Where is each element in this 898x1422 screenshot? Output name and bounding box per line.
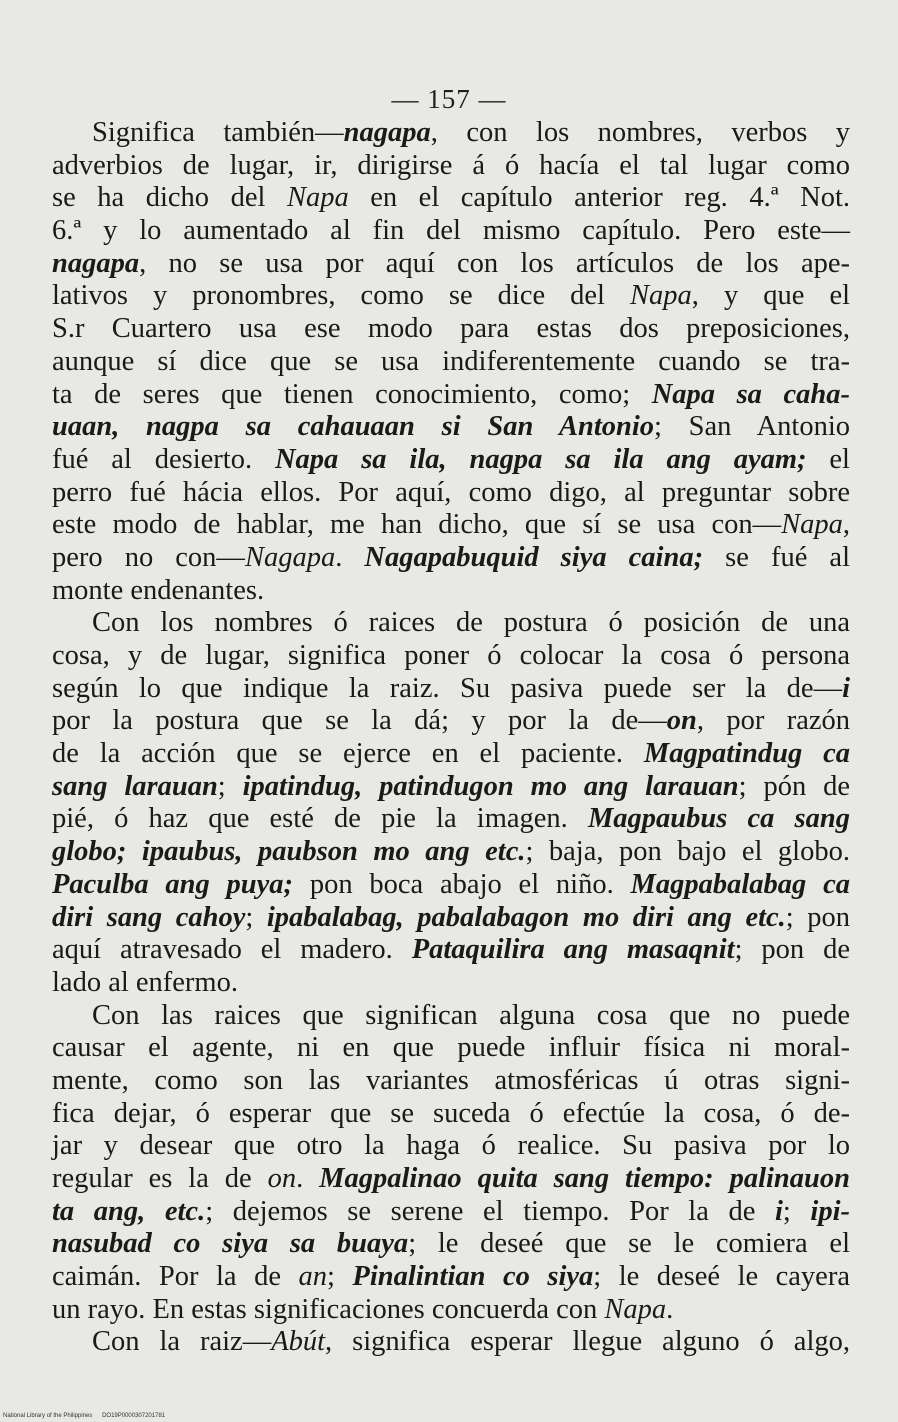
text-segment: , no se usa por aquí con los artículos de los ape- [139, 247, 850, 279]
text-line [52, 379, 850, 412]
text-segment: un rayo. En estas significaciones concuerda con [52, 1293, 605, 1325]
text-line [52, 1000, 850, 1033]
text-segment: jar y desear que otro la haga ó realice. Su pasiva por lo [52, 1130, 850, 1162]
text-line [52, 411, 850, 444]
text-segment: Con las raices que significan alguna cosa que no puede [92, 999, 850, 1031]
emphasized-text: Magpabalabag ca [630, 868, 850, 900]
text-segment: 6.ª y lo aumentado al fin del mismo capítulo. Pero este— [52, 215, 850, 247]
text-line [52, 444, 850, 477]
text-segment: adverbios de lugar, ir, dirigirse á ó hacía el tal lugar como [52, 149, 850, 181]
text-segment: . [296, 1163, 320, 1194]
text-line [52, 280, 850, 313]
text-segment: pero no con— [52, 541, 245, 573]
text-line [52, 182, 850, 215]
text-line [52, 215, 850, 248]
emphasized-text: i [774, 1195, 783, 1227]
text-line [52, 477, 850, 510]
emphasized-text: Paculba ang puya; [52, 868, 294, 900]
text-line [52, 934, 850, 967]
text-line [52, 117, 850, 150]
text-segment: cosa, y de lugar, significa poner ó colocar la cosa ó persona [52, 640, 850, 671]
text-segment: ; [782, 1195, 811, 1227]
text-segment: ; [326, 1261, 353, 1293]
text-line [52, 248, 850, 281]
emphasized-text: Napa [604, 1293, 667, 1325]
emphasized-text: ipabalabag, pabalabagon mo diri ang etc. [266, 901, 786, 933]
text-segment: ; dejemos se serene el tiempo. Por la de [205, 1195, 775, 1227]
text-line [52, 1228, 850, 1261]
text-line [52, 1261, 850, 1294]
text-segment: . [335, 541, 365, 573]
text-line [52, 1163, 850, 1196]
emphasized-text: Nagapabuquid siya caina; [364, 541, 704, 573]
text-segment: ; pon de [734, 934, 850, 966]
text-line [52, 1294, 850, 1327]
footer-institution: National Library of the Philippines [3, 1413, 93, 1419]
text-segment: , con los nombres, verbos y [430, 117, 850, 148]
text-line [52, 967, 850, 1000]
emphasized-text: globo; ipaubus, paubson mo ang etc. [52, 836, 526, 868]
text-segment: , significa esperar llegue alguno ó algo, [325, 1326, 850, 1358]
emphasized-text: Nagapa [244, 541, 336, 573]
text-line [52, 1032, 850, 1065]
text-line [52, 346, 850, 379]
text-line [52, 1196, 850, 1229]
text-segment: ; pón de [738, 770, 850, 802]
text-segment: , [842, 509, 850, 541]
text-line [52, 836, 850, 869]
text-segment: mente, como son las variantes atmosféricas ú otras signi- [52, 1064, 850, 1096]
emphasized-text: uaan, nagpa sa cahauaan si San Antonio [52, 411, 655, 443]
emphasized-text: Napa [781, 509, 843, 541]
emphasized-text: ipatindug, patindugon mo ang larauan [242, 770, 739, 802]
emphasized-text: ta ang, etc. [52, 1195, 206, 1227]
emphasized-text: nasubad co siya sa buaya [52, 1228, 409, 1260]
text-line [52, 150, 850, 183]
text-segment: según lo que indique la raiz. Su pasiva puede ser la de— [52, 672, 843, 704]
emphasized-text: sang larauan [52, 770, 218, 802]
text-segment: aquí atravesado el madero. [52, 934, 412, 966]
scan-footer [3, 1413, 165, 1419]
text-line [52, 738, 850, 771]
text-segment: lado al enfermo. [52, 966, 238, 998]
text-line [52, 607, 850, 640]
text-segment: por la postura que se la dá; y por la de— [52, 705, 667, 737]
text-line [52, 803, 850, 836]
text-line [52, 869, 850, 902]
emphasized-text: Abút [271, 1326, 326, 1358]
emphasized-text: Magpaubus ca sang [587, 803, 850, 835]
emphasized-text: nagapa [52, 247, 140, 279]
text-segment: monte endenantes. [52, 574, 265, 606]
text-segment: caimán. Por la de [52, 1261, 299, 1293]
text-segment: ; baja, pon bajo el globo. [525, 836, 850, 868]
text-line [52, 673, 850, 706]
text-segment: ; [245, 901, 267, 933]
footer-document-id: DO19P0000307201781 [102, 1413, 166, 1419]
emphasized-text: Pataquilira ang masaqnit [411, 934, 735, 966]
text-segment: ; pon [785, 901, 850, 933]
text-segment: el [806, 443, 850, 475]
text-segment: Con los nombres ó raices de postura ó posición de una [92, 607, 850, 639]
page-number: — 157 — [391, 84, 507, 114]
emphasized-text: nagapa [343, 117, 431, 148]
text-segment: fué al desierto. [52, 443, 275, 475]
emphasized-text: diri sang cahoy [52, 901, 246, 933]
emphasized-text: Napa sa ila, nagpa sa ila ang ayam; [274, 443, 807, 475]
text-line [52, 640, 850, 673]
text-segment: , y que el [691, 280, 850, 312]
emphasized-text: on [267, 1163, 297, 1194]
emphasized-text: Magpatindug ca [643, 738, 850, 770]
text-segment: de la acción que se ejerce en el paciente. [52, 738, 644, 770]
emphasized-text: i [842, 672, 850, 704]
emphasized-text: an [298, 1261, 327, 1293]
text-line [52, 509, 850, 542]
emphasized-text: on [666, 705, 697, 737]
text-segment: S.r Cuartero usa ese modo para estas dos preposiciones, [52, 313, 850, 345]
emphasized-text: ipi- [810, 1195, 850, 1227]
text-segment: ; le deseé le cayera [593, 1261, 850, 1293]
text-segment: aunque sí dice que se usa indiferentemente cuando se tra- [52, 345, 850, 377]
emphasized-text: Napa [286, 182, 349, 214]
text-line [52, 902, 850, 935]
text-segment: pon boca abajo el niño. [293, 868, 631, 900]
text-segment: regular es la de [52, 1163, 268, 1194]
text-segment: ta de seres que tienen conocimiento, como; [52, 378, 652, 410]
emphasized-text: Magpalinao quita sang tiempo: palinauon [319, 1163, 850, 1194]
emphasized-text: Napa sa caha- [651, 378, 850, 410]
text-line [52, 313, 850, 346]
text-segment: . [666, 1293, 674, 1325]
text-segment: causar el agente, ni en que puede influir física ni moral- [52, 1032, 850, 1064]
text-segment: fica dejar, ó esperar que se suceda ó efectúe la cosa, ó de- [52, 1097, 850, 1129]
text-segment: ; [217, 770, 243, 802]
text-segment: , por razón [696, 705, 850, 737]
text-line [52, 1098, 850, 1131]
text-segment: ; le deseé que se le comiera el [408, 1228, 850, 1260]
emphasized-text: Pinalintian co siya [352, 1261, 594, 1293]
text-line [52, 1130, 850, 1163]
text-segment: ; San Antonio [654, 411, 850, 443]
text-segment: este modo de hablar, me han dicho, que sí se usa con— [52, 509, 782, 541]
text-line [52, 1326, 850, 1359]
text-line [52, 1065, 850, 1098]
text-segment: en el capítulo anterior reg. 4.ª Not. [348, 182, 850, 214]
text-line [52, 771, 850, 804]
text-segment: Significa también— [92, 117, 344, 148]
text-segment: perro fué hácia ellos. Por aquí, como digo, al preguntar sobre [52, 476, 850, 508]
text-segment: se ha dicho del [52, 182, 287, 214]
text-segment: pié, ó haz que esté de pie la imagen. [52, 803, 588, 835]
text-line [52, 542, 850, 575]
text-line [52, 705, 850, 738]
text-segment: lativos y pronombres, como se dice del [52, 280, 631, 312]
body-text [52, 117, 850, 1359]
text-segment: se fué al [703, 541, 850, 573]
text-line [52, 575, 850, 608]
text-segment: Con la raiz— [92, 1326, 272, 1358]
emphasized-text: Napa [630, 280, 692, 312]
